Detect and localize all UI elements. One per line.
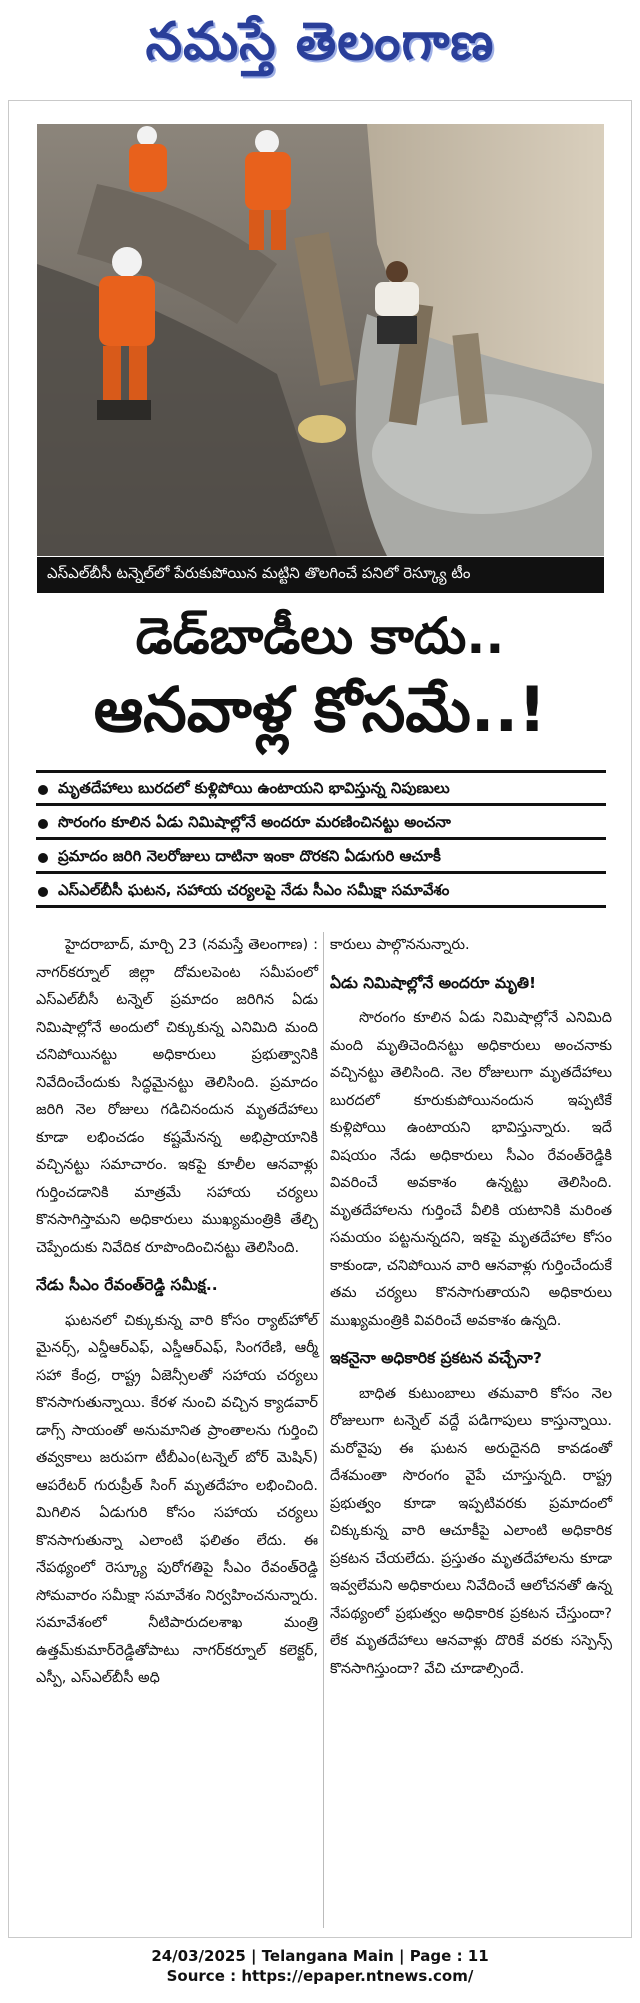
article-paragraph: ఘటనలో చిక్కుకున్న వారి కోసం ర్యాట్‌హోల్ మైనర్స్, ఎన్డీఆర్‌ఎఫ్, ఎస్డీఆర్‌ఎఫ్, సింగరేణి, ఆర్మీ సహా కేంద్ర, రాష్ట్ర ఏజెన్సీలతో సహాయ చర్యలు కొనసాగుతున్నాయి. కేరళ నుంచి వచ్చిన క్యాడవార్ డాగ్స్ సాయంతో అనుమానిత ప్రాంతాలను గుర్తించి తవ్వకాలు జరుపగా టీబీఎం(టన్నెల్ బోర్ మెషిన్) ఆపరేటర్ గురుప్రీత్ సింగ్ మృతదేహం లభించింది. మిగిలిన ఏడుగురి కోసం సహాయ చర్యలు కొనసాగుతున్నా ఎలాంటి ఫలితం లేదు. ఈ నేపథ్యంలో రెస్క్యూ పురోగతిపై సీఎం రేవంత్‌రెడ్డి సోమవారం సమీక్షా సమావేశం నిర్వహించనున్నారు. సమావేశంలో నీటిపారుదలశాఖ మంత్రి ఉత్తమ్‌కుమార్‌రెడ్డితోపాటు నాగర్‌కర్నూల్ కలెక్టర్, ఎస్పీ, ఎస్ఎల్‌బీసీ అధి: [36, 1312, 318, 1686]
article-subheading: ఇకనైనా అధికారిక ప్రకటన వచ్చేనా?: [330, 1349, 542, 1367]
bullet-dot-icon: [38, 853, 48, 863]
source-link[interactable]: Source : https://epaper.ntnews.com/: [166, 1967, 474, 1985]
article-paragraph: హైదరాబాద్, మార్చి 23 (నమస్తే తెలంగాణ) : నాగర్‌కర్నూల్ జిల్లా దోమలపెంట సమీపంలో ఎస్ఎల్‌బీసీ టన్నెల్ ప్రమాదం జరిగిన ఏడు నిమిషాల్లోనే అందులో చిక్కుకున్న ఎనిమిది మంది చనిపోయినట్టు అధికారులు ప్రభుత్వానికి నివేదించేందుకు సిద్ధమైనట్టు తెలిసింది. ప్రమాదం జరిగి నెల రోజులు గడిచినందున మృతదేహాలు కూడా లభించడం కష్టమేనన్న అభిప్రాయానికి వచ్చినట్టు సమాచారం. ఇకపై కూలీల ఆనవాళ్లు గుర్తించడానికి మాత్రమే సహాయ చర్యలు కొనసాగిస్తామని అధికారులు ముఖ్యమంత్రికి తేల్చి చెప్పేందుకు నివేదిక రూపొందించినట్టు తెలిసింది.: [36, 937, 318, 1256]
bullet-dot-icon: [38, 785, 48, 795]
article-subheading: ఏడు నిమిషాల్లోనే అందరూ మృతి!: [330, 973, 537, 992]
rescue-scene-image: [37, 124, 604, 556]
newspaper-masthead: [0, 0, 640, 96]
headline-divider: [36, 770, 606, 773]
article-column-right: [330, 932, 612, 1683]
bullet-item: [36, 810, 606, 840]
bullet-text: మృతదేహాలు బురదలో కుళ్లిపోయి ఉంటాయని భావిస్తున్న నిపుణులు: [58, 778, 450, 797]
article-paragraph: సొరంగం కూలిన ఏడు నిమిషాల్లోనే ఎనిమిది మంది మృతిచెందినట్టు అధికారులు అంచనాకు వచ్చినట్టు తెలిసింది. నెల రోజులుగా మృతదేహాలు బురదలో కూరుకుపోయినందున ఇప్పటికే కుళ్లిపోయి ఉంటాయని భావిస్తున్నారు. ఇదే విషయం నేడు అధికారులు సీఎం రేవంత్‌రెడ్డికి వివరించే అవకాశం ఉన్నట్టు తెలిసింది. మృతదేహాలను గుర్తించే వీలికి యటానికి మరింత సమయం పట్టనున్నదని, ఇకపై మృతదేహాల కోసం కాకుండా, చనిపోయిన వారి ఆనవాళ్లు గుర్తించేందుకే తమ చర్యలు కొనసాగుతాయని అధికారులు ముఖ్యమంత్రికి వివరించే అవకాశం ఉన్నది.: [330, 1010, 612, 1329]
bullet-dot-icon: [38, 819, 48, 829]
article-paragraph: బాధిత కుటుంబాలు తమవారి కోసం నెల రోజులుగా టన్నెల్ వద్దే పడిగాపులు కాస్తున్నాయి. మరోవైపు ఈ ఘటన అరుదైనది కావడంతో దేశమంతా సొరంగం వైపే చూస్తున్నది. రాష్ట్ర ప్రభుత్వం కూడా ఇప్పటివరకు ప్రమాదంలో చిక్కుకున్న వారి ఆచూకీపై ఎలాంటి అధికారిక ప్రకటన చేయలేదు. ప్రస్తుతం మృతదేహాలను కూడా ఇవ్వలేమని అధికారులు నివేదించే ఆలోచనతో ఉన్న నేపథ్యంలో ప్రభుత్వం అధికారిక ప్రకటన చేస్తుందా? లేక మృతదేహాలు ఆనవాళ్లు దొరికే వరకు సస్పెన్స్ కొనసాగిస్తుందా? వేచి చూడాల్సిందే.: [330, 1385, 612, 1677]
headline-line-2: ఆనవాళ్ల కోసమే..!: [93, 673, 547, 746]
headline-line-1: డెడ్‌బాడీలు కాదు..: [135, 607, 505, 665]
clipping-footer: [0, 1946, 640, 1986]
bullet-dot-icon: [38, 887, 48, 897]
edition-info: 24/03/2025 | Telangana Main | Page : 11: [151, 1947, 489, 1965]
bullet-item: [36, 844, 606, 874]
column-divider: [323, 932, 324, 1928]
bullet-item: [36, 776, 606, 806]
rescue-photo: [37, 124, 604, 556]
highlight-bullets: [36, 776, 606, 912]
bullet-text: ఎస్ఎల్‌బీసీ ఘటన, సహాయ చర్యలపై నేడు సీఎం సమీక్షా సమావేశం: [58, 880, 450, 899]
article-column-left: [36, 932, 318, 1693]
article-paragraph: కారులు పాల్గొననున్నారు.: [330, 937, 470, 953]
masthead-title: నమస్తే తెలంగాణ: [145, 11, 495, 72]
article-subheading: నేడు సీఎం రేవంత్‌రెడ్డి సమీక్ష..: [36, 1276, 218, 1294]
photo-caption: ఎస్ఎల్‌బీసీ టన్నెల్‌లో పేరుకుపోయిన మట్టిని తొలగించే పనిలో రెస్క్యూ టీం: [37, 557, 604, 593]
bullet-text: ప్రమాదం జరిగి నెలరోజులు దాటినా ఇంకా దొరకని ఏడుగురి ఆచూకీ: [58, 846, 441, 865]
bullet-text: సొరంగం కూలిన ఏడు నిమిషాల్లోనే అందరూ మరణించినట్టు అంచనా: [58, 812, 451, 831]
headline: [30, 604, 610, 752]
bullet-item: [36, 878, 606, 908]
